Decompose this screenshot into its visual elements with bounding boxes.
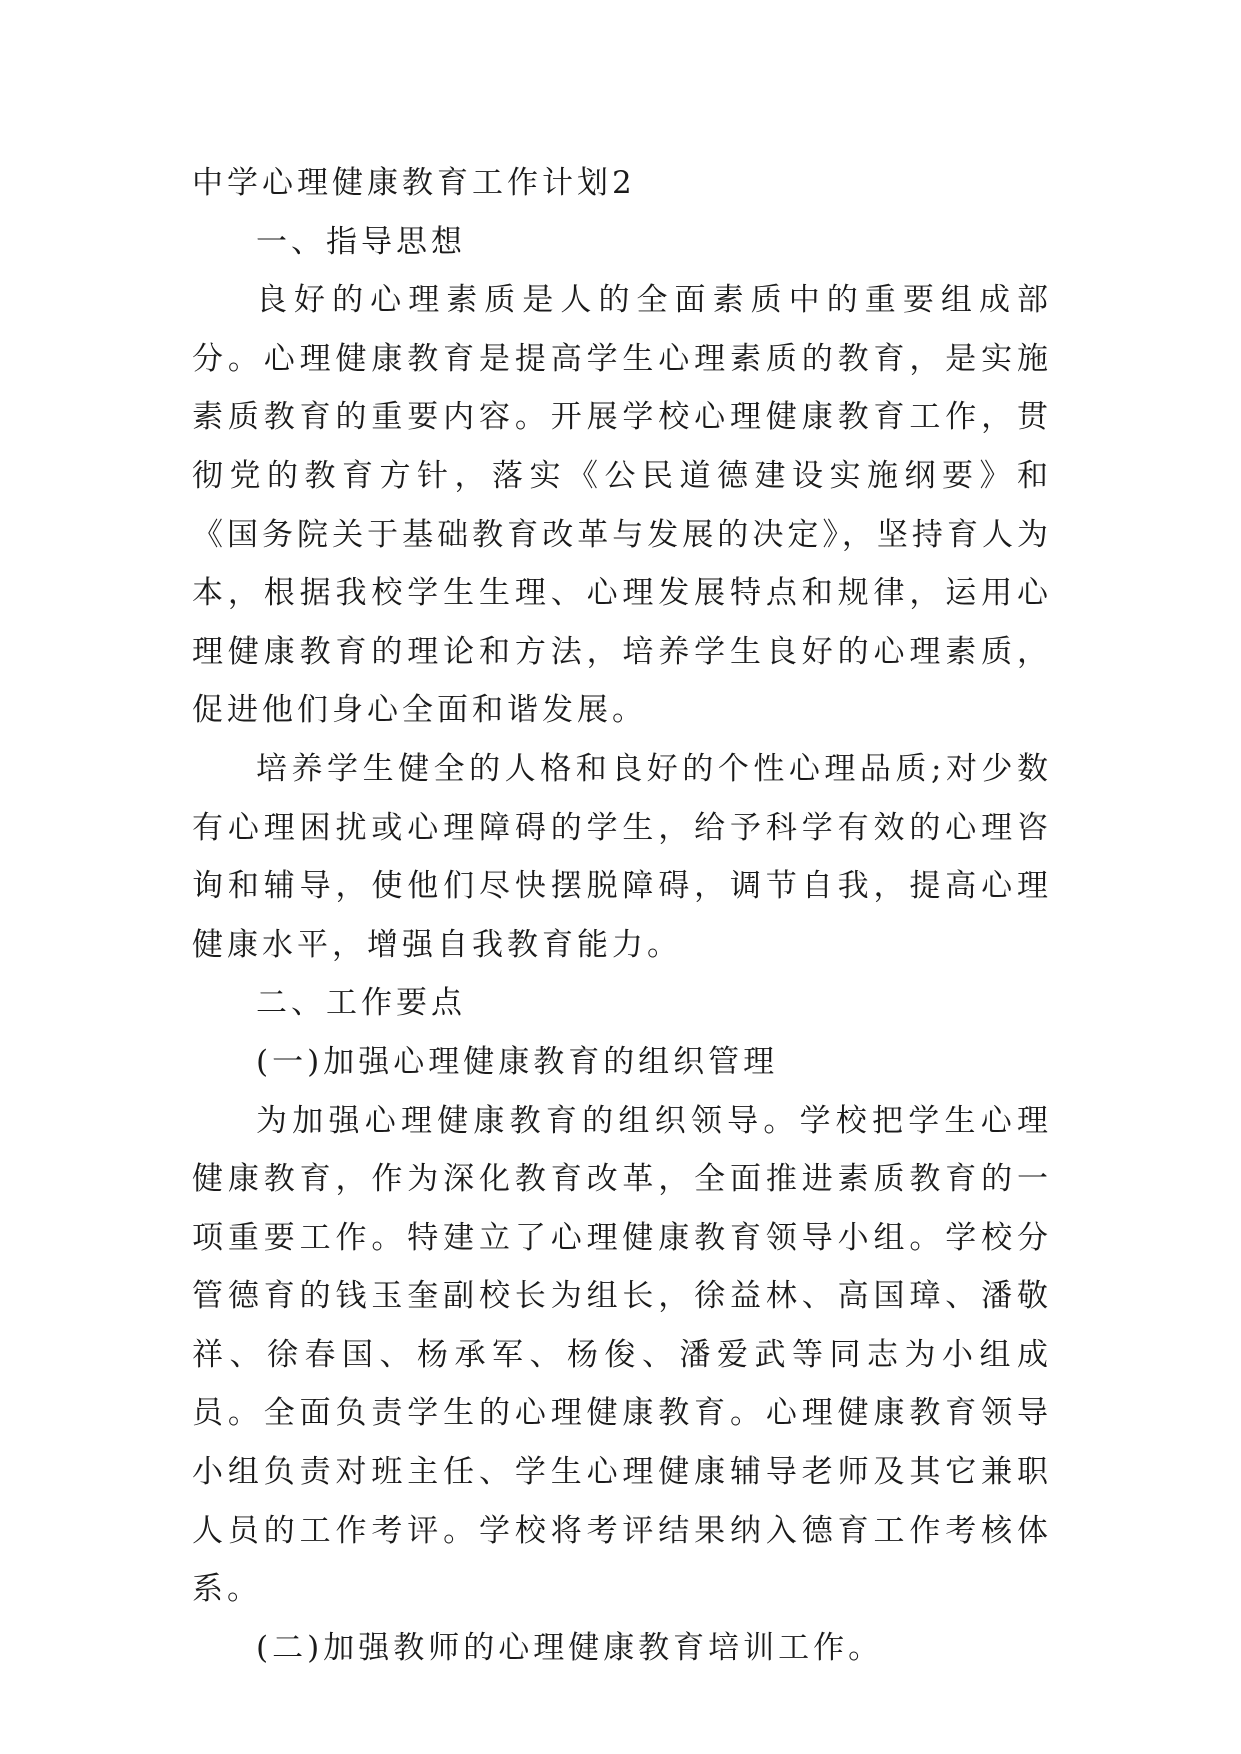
paragraph-guiding-thought: 良好的心理素质是人的全面素质中的重要组成部分。心理健康教育是提高学生心理素质的教育，是实施素质教育的重要内容。开展学校心理健康教育工作，贯彻党的教育方针，落实《公民道德建设实施纲要》和《国务院关于基础教育改革与发展的决定》，坚持育人为本，根据我校学生生理、心理发展特点和规律，运用心理健康教育的理论和方法，培养学生良好的心理素质，促进他们身心全面和谐发展。 bbox=[192, 282, 1052, 729]
subsection-heading-organization: (一)加强心理健康教育的组织管理 bbox=[256, 1043, 779, 1080]
section-heading-work-points: 二、工作要点 bbox=[256, 985, 466, 1022]
document-title: 中学心理健康教育工作计划2 bbox=[192, 165, 636, 201]
document-body bbox=[192, 160, 1052, 1677]
subsection-heading-teacher-training: (二)加强教师的心理健康教育培训工作。 bbox=[256, 1629, 884, 1666]
section-heading-guiding-thought: 一、指导思想 bbox=[256, 223, 466, 260]
paragraph-goals: 培养学生健全的人格和良好的个性心理品质;对少数有心理困扰或心理障碍的学生，给予科学有效的心理咨询和辅导，使他们尽快摆脱障碍，调节自我，提高心理健康水平，增强自我教育能力。 bbox=[192, 750, 1052, 963]
paragraph-organization: 为加强心理健康教育的组织领导。学校把学生心理健康教育，作为深化教育改革，全面推进素质教育的一项重要工作。特建立了心理健康教育领导小组。学校分管德育的钱玉奎副校长为组长，徐益林、高国璋、潘敬祥、徐春国、杨承军、杨俊、潘爱武等同志为小组成员。全面负责学生的心理健康教育。心理健康教育领导小组负责对班主任、学生心理健康辅导老师及其它兼职人员的工作考评。学校将考评结果纳入德育工作考核体系。 bbox=[192, 1102, 1052, 1608]
